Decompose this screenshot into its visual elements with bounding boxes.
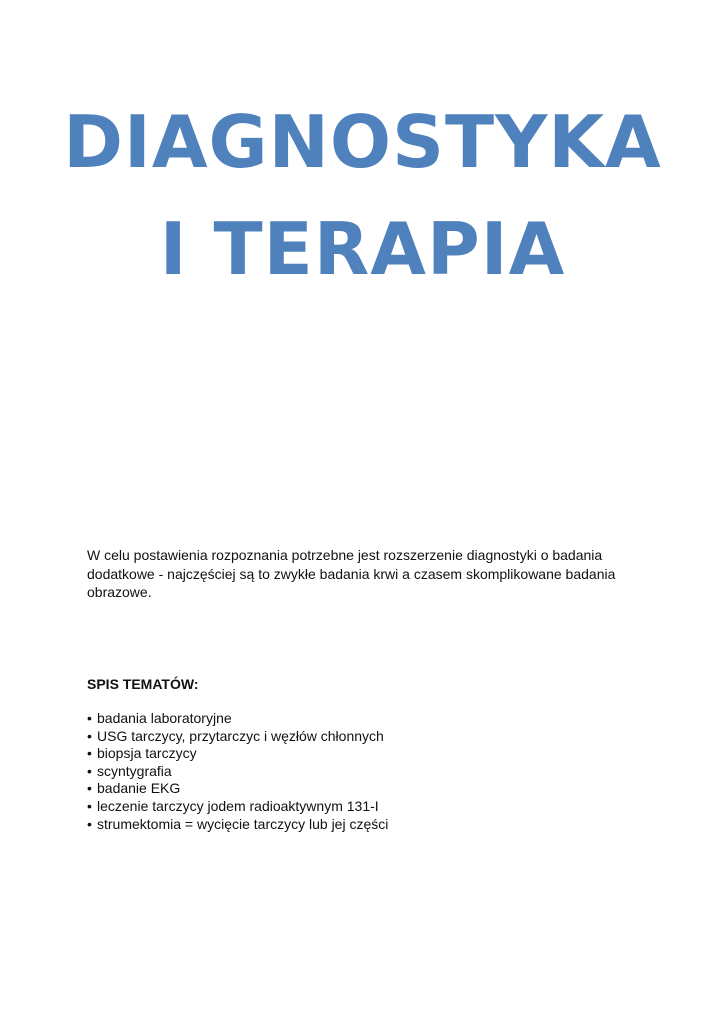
bullet-icon: • xyxy=(87,815,92,832)
bullet-icon: • xyxy=(87,745,92,762)
toc-item-label: scyntygrafia xyxy=(97,762,172,779)
toc-item xyxy=(87,780,388,798)
intro-paragraph: W celu postawienia rozpoznania potrzebne jest rozszerzenie diagnostyki o badania dodatkowe - najczęściej są to zwykłe badania krwi a czasem skomplikowane badania obrazowe. xyxy=(87,547,616,600)
bullet-icon: • xyxy=(87,762,92,779)
toc-item xyxy=(87,728,388,746)
toc-item-label: biopsja tarczycy xyxy=(97,745,197,762)
toc-item-label: badania laboratoryjne xyxy=(97,710,232,726)
toc-item-label: badanie EKG xyxy=(97,780,181,797)
toc-item xyxy=(87,816,388,834)
title-line-2: I TERAPIA xyxy=(159,207,566,291)
toc-item xyxy=(87,710,388,728)
bullet-icon: • xyxy=(87,797,92,814)
toc-item xyxy=(87,763,388,781)
toc-list xyxy=(87,710,388,833)
title-line-1: DIAGNOSTYKA xyxy=(63,100,662,184)
bullet-icon: • xyxy=(87,727,92,744)
toc-item-label: strumektomia = wycięcie tarczycy lub jej części xyxy=(97,815,389,832)
bullet-icon: • xyxy=(87,780,92,797)
toc-item-label: USG tarczycy, przytarczyc i węzłów chłonnych xyxy=(97,727,384,744)
toc-item xyxy=(87,798,388,816)
bullet-icon: • xyxy=(87,710,92,726)
toc-heading: SPIS TEMATÓW: xyxy=(87,676,199,692)
toc-item-label: leczenie tarczycy jodem radioaktywnym 131-I xyxy=(97,797,379,814)
toc-item xyxy=(87,745,388,763)
